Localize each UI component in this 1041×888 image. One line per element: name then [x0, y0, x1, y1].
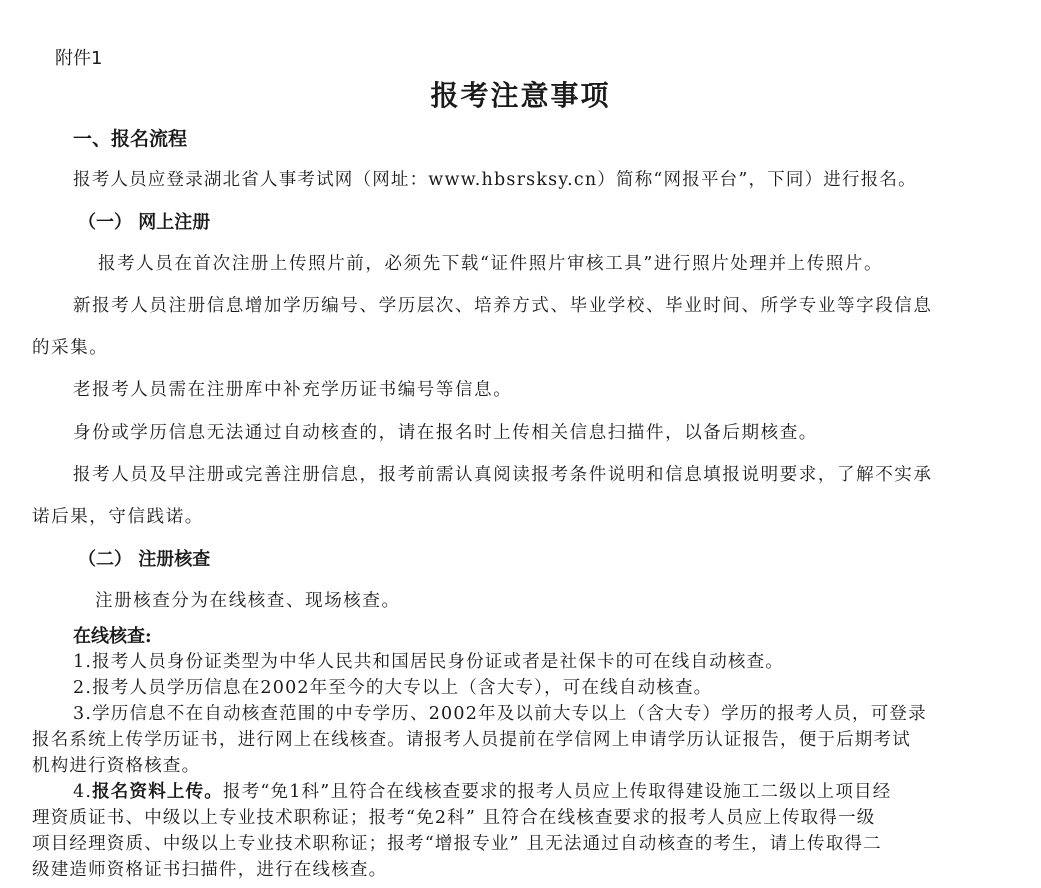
list-item-1: 1.报考人员身份证类型为中华人民共和国居民身份证或者是社保卡的可在线自动核查。	[73, 652, 784, 672]
list-item-3-line-1: 3.学历信息不在自动核查范围的中专学历、2002年及以前大专以上（含大专）学历的报考人员，可登录	[73, 704, 927, 724]
sub1-heading: （一） 网上注册	[78, 212, 211, 233]
list-item-4-line-3: 项目经理资质、中级以上专业技术职称证；报考“增报专业” 且无法通过自动核查的考生，请上传取得二	[32, 834, 882, 854]
list-item-4-line-4: 级建造师资格证书扫描件，进行在线核查。	[32, 860, 388, 880]
sub2-paragraph-1: 注册核查分为在线核查、现场核查。	[95, 591, 401, 611]
sub1-paragraph-5-line-1: 报考人员及早注册或完善注册信息，报考前需认真阅读报考条件说明和信息填报说明要求，了解不实承	[73, 465, 933, 485]
section1-heading: 一、报名流程	[73, 128, 188, 150]
attachment-label: 附件1	[55, 48, 103, 69]
sub1-paragraph-3: 老报考人员需在注册库中补充学历证书编号等信息。	[73, 380, 513, 400]
list-item-4-line-2: 理资质证书、中级以上专业技术职称证；报考“免2科” 且符合在线核查要求的报考人员应上传取得一级	[32, 808, 876, 828]
page-title: 报考注意事项	[430, 79, 611, 112]
section1-intro: 报考人员应登录湖北省人事考试网（网址：www.hbsrsksy.cn）简称“网报平台”，下同）进行报名。	[73, 170, 917, 190]
list-item-3-line-3: 机构进行资格核查。	[32, 756, 201, 776]
sub2-heading: （二） 注册核查	[78, 549, 211, 570]
online-check-heading: 在线核查:	[73, 626, 152, 647]
sub1-paragraph-2-line-2: 的采集。	[32, 338, 109, 358]
list-item-4-bold-label: 报名资料上传。	[92, 782, 224, 802]
list-item-2: 2.报考人员学历信息在2002年至今的大专以上（含大专），可在线自动核查。	[73, 678, 713, 698]
list-item-4-text: 报考“免1科”且符合在线核查要求的报考人员应上传取得建设施工二级以上项目经	[223, 782, 892, 802]
list-item-4-number: 4.	[73, 782, 93, 802]
list-item-3-line-2: 报名系统上传学历证书，进行网上在线核查。请报考人员提前在学信网上申请学历认证报告，便于后期考试	[32, 730, 911, 750]
list-item-4-line-1	[73, 778, 891, 803]
sub1-paragraph-4: 身份或学历信息无法通过自动核查的，请在报名时上传相关信息扫描件，以备后期核查。	[73, 423, 818, 443]
sub1-paragraph-1: 报考人员在首次注册上传照片前，必须先下载“证件照片审核工具”进行照片处理并上传照片。	[98, 254, 884, 274]
sub1-paragraph-2-line-1: 新报考人员注册信息增加学历编号、学历层次、培养方式、毕业学校、毕业时间、所学专业等字段信息	[73, 296, 933, 316]
sub1-paragraph-5-line-2: 诺后果，守信践诺。	[32, 507, 204, 527]
